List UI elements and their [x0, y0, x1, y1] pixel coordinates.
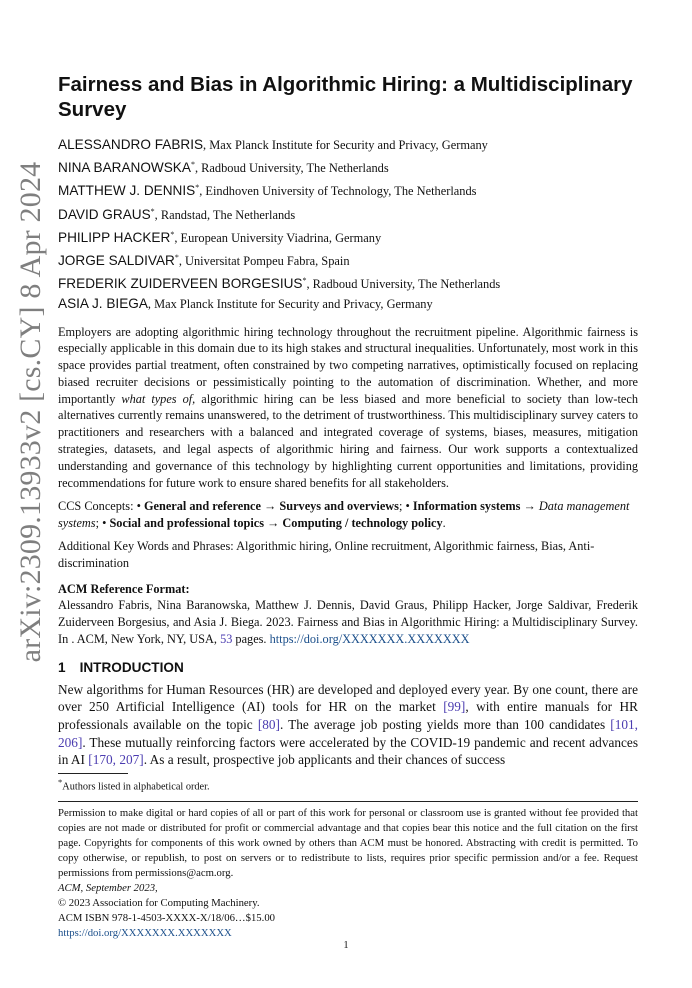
ccs-separator: ; •: [398, 499, 413, 514]
author-affiliation: , European University Viadrina, Germany: [174, 230, 382, 245]
author-line: [58, 178, 638, 201]
citation-link[interactable]: [101, 206]: [58, 716, 638, 750]
author-footnote-mark: *: [174, 252, 179, 262]
intro-text: . As a result, prospective job applicants and their chances of success: [143, 752, 506, 768]
author-line: [58, 248, 638, 271]
section-title: INTRODUCTION: [79, 659, 184, 675]
arxiv-sidebar-stamp: [6, 162, 56, 662]
author-affiliation: , Max Planck Institute for Security and Privacy, Germany: [203, 138, 488, 152]
author-line: [58, 202, 638, 225]
isbn-line: ACM ISBN 978-1-4503-XXXX-X/18/06…$15.00: [58, 912, 276, 925]
arxiv-identifier: arXiv:2309.13933v2 [cs.CY] 8 Apr 2024: [14, 161, 47, 663]
reference-format-text: Alessandro Fabris, Nina Baranowska, Matthew J. Dennis, David Graus, Philipp Hacker, Jorge Saldivar, Frederik Zuiderveen Borgesius, and Asia J. Biega. 2023. Fairness and Bias in Algorithmic Hiring: a Multidisciplinary Survey. In . ACM, New York, NY, USA,: [58, 598, 638, 646]
author-name: MATTHEW J. DENNIS: [58, 183, 196, 199]
author-line: [58, 294, 638, 314]
citation-link[interactable]: [80]: [257, 716, 280, 732]
abstract-text: Employers are adopting algorithmic hiring technology throughout the recruitment pipeline. Algorithmic fairness is especially applicable in this domain due to its high stakes and structural inequalities. Unfortunately, most work in this space provides partial treatment, often constrained by two competing narratives, optimistically focused on replacing biased recruiter decisions or pessimistically pointing to the automation of discrimination. Whether, and more importantly: [58, 324, 638, 406]
author-name: ALESSANDRO FABRIS: [58, 137, 204, 152]
author-footnote-mark: *: [302, 276, 307, 286]
citation-link[interactable]: [99]: [443, 699, 466, 715]
paper-title: Fairness and Bias in Algorithmic Hiring: a Multidisciplinary Survey: [58, 73, 633, 121]
intro-text: . These mutually reinforcing factors were accelerated by the COVID-19 pandemic and recent advances in AI: [58, 734, 638, 768]
author-affiliation: , Radboud University, The Netherlands: [194, 161, 389, 176]
author-line: [58, 135, 638, 155]
intro-text: . The average job posting yields more than 100 candidates: [279, 716, 611, 732]
ccs-concept-2-sub: Data management systems: [58, 499, 630, 531]
footnote-text: Authors listed in alphabetical order.: [62, 781, 210, 793]
section-heading: [58, 659, 638, 677]
paper-first-page: [58, 72, 638, 941]
ccs-concept-3: Social and professional topics → Computing / technology policy: [109, 516, 443, 531]
author-affiliation: , Max Planck Institute for Security and Privacy, Germany: [147, 297, 433, 312]
introduction-paragraph: [58, 681, 638, 770]
author-footnote-mark: *: [170, 229, 175, 239]
author-footnote-mark: *: [150, 206, 155, 216]
citation-link[interactable]: [170, 207]: [88, 752, 144, 768]
author-affiliation: , Radboud University, The Netherlands: [306, 277, 501, 292]
section-number: 1: [58, 659, 66, 675]
keywords: Additional Key Words and Phrases: Algorithmic hiring, Online recruitment, Algorithmic fairness, Bias, Anti-discrimination: [58, 539, 595, 570]
abstract-text-continued: algorithmic hiring can be less biased and more beneficial to society than low-tech alternatives currently remains unanswered, to the detriment of trustworthiness. This multidisciplinary survey caters to practitioners and researchers with a balanced and integrated coverage of systems, biases, measures, mitigation strategies, datasets, and legal aspects of algorithmic hiring and fairness. Our work supports a contextualized understanding and governance of this technology by highlighting current opportunities and limitations, providing recommendations for future work to ensure shared benefits for all stakeholders.: [58, 391, 638, 490]
abstract: [58, 324, 638, 492]
author-line: [58, 225, 638, 248]
page-count-link[interactable]: 53: [220, 631, 233, 646]
ccs-concept-1: General and reference → Surveys and overviews: [143, 499, 399, 514]
copyright-line: © 2023 Association for Computing Machinery.: [58, 897, 260, 910]
footnote: [58, 776, 638, 793]
footnote-mark: *: [58, 777, 63, 788]
ccs-end: .: [442, 516, 446, 531]
venue: [58, 881, 638, 896]
author-line: [58, 271, 638, 294]
venue-text: ACM, September 2023,: [58, 882, 158, 895]
intro-text: , with entire manuals for HR professionals available on the topic: [58, 699, 638, 732]
ccs-label: CCS Concepts: •: [58, 499, 144, 514]
author-footnote-mark: *: [190, 160, 195, 170]
author-name: FREDERIK ZUIDERVEEN BORGESIUS: [58, 276, 303, 292]
permission-rule: [58, 801, 638, 802]
pages-word: pages.: [232, 631, 270, 646]
footnote-rule: [58, 773, 128, 774]
author-footnote-mark: *: [195, 183, 200, 193]
author-name: ASIA J. BIEGA: [58, 296, 148, 312]
author-name: JORGE SALDIVAR: [58, 253, 175, 269]
reference-format-heading: ACM Reference Format:: [58, 581, 190, 596]
ccs-separator: ; •: [95, 516, 110, 531]
reference-format: [58, 597, 638, 647]
author-name: DAVID GRAUS: [58, 206, 151, 222]
page-number: 1: [343, 940, 349, 951]
author-affiliation: , Randstad, The Netherlands: [154, 207, 296, 222]
ccs-concepts: [58, 498, 638, 532]
author-affiliation: , Eindhoven University of Technology, The Netherlands: [199, 184, 477, 199]
permission-doi-link[interactable]: https://doi.org/XXXXXXX.XXXXXXX: [58, 927, 232, 940]
author-list: [58, 135, 638, 315]
permission-notice: Permission to make digital or hard copies of all or part of this work for personal or classroom use is granted without fee provided that copies are not made or distributed for profit or commercial advantage and that copies bear this notice and the full citation on the first page. Copyrights for components of this work owned by others than ACM must be honored. Abstracting with credit is permitted. To copy otherwise, or republish, to post on servers or to redistribute to lists, requires prior specific permission and/or a fee. Request permissions from permissions@acm.org.: [58, 807, 638, 880]
author-affiliation: , Universitat Pompeu Fabra, Spain: [178, 254, 350, 269]
doi-link[interactable]: https://doi.org/XXXXXXX.XXXXXXX: [269, 631, 470, 646]
ccs-concept-2: Information systems →: [412, 499, 536, 514]
abstract-emphasis: what types of,: [121, 391, 196, 406]
author-name: NINA BARANOWSKA: [58, 160, 191, 176]
author-line: [58, 155, 638, 178]
author-name: PHILIPP HACKER: [58, 229, 171, 245]
intro-text: New algorithms for Human Resources (HR) are developed and deployed every year. By one count, there are over 250 Artificial Intelligence (AI) tools for HR on the market: [58, 681, 638, 715]
